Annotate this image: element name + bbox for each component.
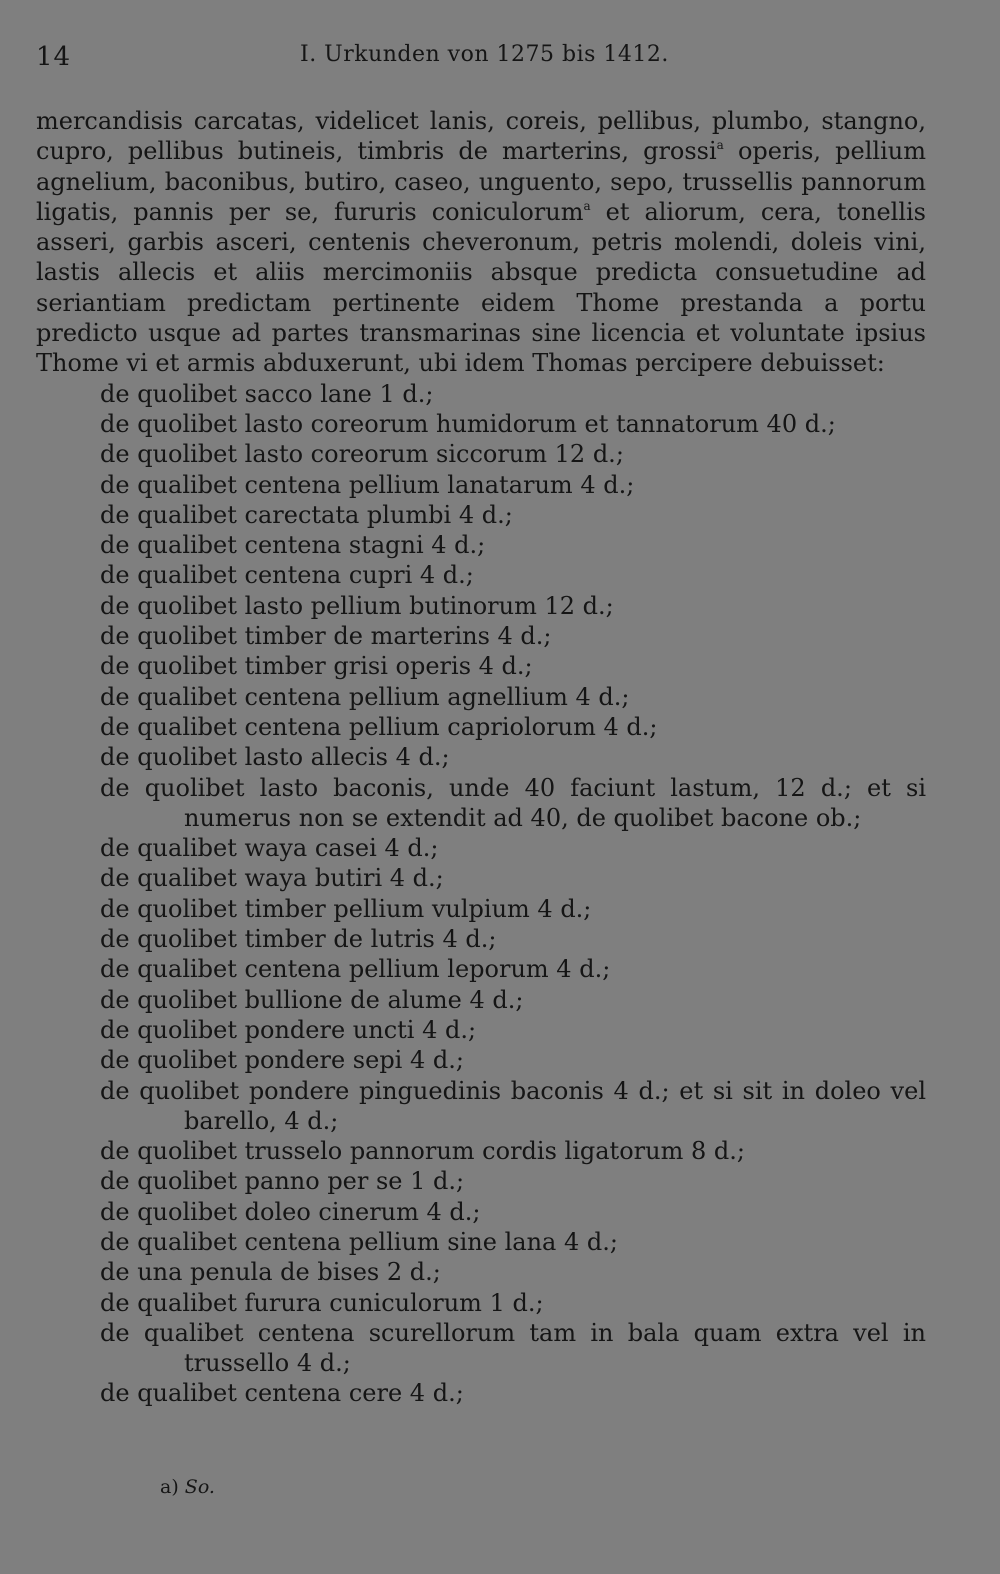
toll-entry: de quolibet timber pellium vulpium 4 d.;: [100, 894, 592, 923]
toll-entry: de quolibet pondere uncti 4 d.;: [100, 1015, 477, 1044]
toll-entry: de quolibet lasto coreorum siccorum 12 d.;: [100, 440, 624, 469]
toll-entry: de quolibet pondere pinguedinis baconis 4 d.; et si sit in doleo vel barello, 4 d.;: [100, 1076, 926, 1135]
toll-entry: de una penula de bises 2 d.;: [100, 1258, 441, 1287]
toll-entry: de quolibet pondere sepi 4 d.;: [100, 1046, 464, 1075]
opening-paragraph: [36, 106, 926, 379]
toll-entry: de quolibet trusselo pannorum cordis ligatorum 8 d.;: [100, 1137, 745, 1166]
toll-entry: de qualibet centena cere 4 d.;: [100, 1379, 464, 1408]
toll-entry: de qualibet waya casei 4 d.;: [100, 834, 439, 863]
toll-entry: de quolibet timber grisi operis 4 d.;: [100, 652, 533, 681]
toll-entry: de quolibet panno per se 1 d.;: [100, 1167, 465, 1196]
toll-entry: de qualibet centena pellium sine lana 4 d.;: [100, 1227, 618, 1256]
toll-entry: de quolibet lasto pellium butinorum 12 d.;: [100, 591, 614, 620]
toll-entry: de quolibet timber de lutris 4 d.;: [100, 925, 497, 954]
paragraph-segment: mercandisis carcatas, videlicet lanis, coreis, pellibus, plumbo, stangno, cupro, pellibus butineis, timbris de marterins, grossi: [36, 107, 926, 166]
footnote: [160, 1476, 215, 1498]
toll-entry: de quolibet lasto allecis 4 d.;: [100, 743, 450, 772]
document-body: [36, 106, 926, 1409]
toll-entry: de quolibet lasto baconis, unde 40 faciunt lastum, 12 d.; et si numerus non se extendit ad 40, de quolibet bacone ob.;: [100, 773, 926, 832]
toll-entry: de qualibet centena pellium leporum 4 d.;: [100, 955, 611, 984]
toll-entry: de quolibet bullione de alume 4 d.;: [100, 985, 524, 1014]
toll-entry: de qualibet centena pellium lanatarum 4 d.;: [100, 470, 635, 499]
paragraph-segment: operis, pellium agnelium, baconibus, butiro, caseo, unguento, sepo, trussellis pannorum ligatis, pannis per se, fururis coniculorum: [36, 137, 926, 226]
toll-entry: de qualibet carectata plumbi 4 d.;: [100, 500, 513, 529]
running-head: I. Urkunden von 1275 bis 1412.: [300, 42, 669, 67]
toll-entry-list: [36, 379, 926, 1409]
toll-entry: de quolibet timber de marterins 4 d.;: [100, 622, 552, 651]
paragraph-segment: et aliorum, cera, tonellis asseri, garbis asceri, centenis cheveronum, petris molendi, doleis vini, lastis allecis et aliis mercimoniis absque predicta consuetudine ad seriantiam predictam pertinente eidem Thome prestanda a portu predicto usque ad partes transmarinas sine licencia et voluntate ipsius Thome vi et armis abduxerunt, ubi idem Thomas percipere debuisset:: [36, 197, 926, 378]
toll-entry: de quolibet sacco lane 1 d.;: [100, 379, 434, 408]
footnote-mark: a: [716, 138, 724, 153]
toll-entry: de qualibet furura cuniculorum 1 d.;: [100, 1288, 544, 1317]
toll-entry: de quolibet doleo cinerum 4 d.;: [100, 1197, 481, 1226]
toll-entry: de quolibet lasto coreorum humidorum et tannatorum 40 d.;: [100, 409, 836, 438]
footnote-mark: a: [583, 198, 591, 213]
footnote-text: So.: [184, 1476, 215, 1498]
toll-entry: de qualibet centena cupri 4 d.;: [100, 561, 474, 590]
toll-entry: de qualibet centena scurellorum tam in bala quam extra vel in trussello 4 d.;: [100, 1318, 926, 1378]
footnote-label: a): [160, 1476, 179, 1498]
toll-entry: de qualibet waya butiri 4 d.;: [100, 864, 444, 893]
toll-entry: de qualibet centena pellium capriolorum 4 d.;: [100, 712, 658, 741]
toll-entry: de qualibet centena pellium agnellium 4 d.;: [100, 682, 630, 711]
toll-entry: de qualibet centena stagni 4 d.;: [100, 531, 486, 560]
page-number: 14: [36, 42, 72, 72]
